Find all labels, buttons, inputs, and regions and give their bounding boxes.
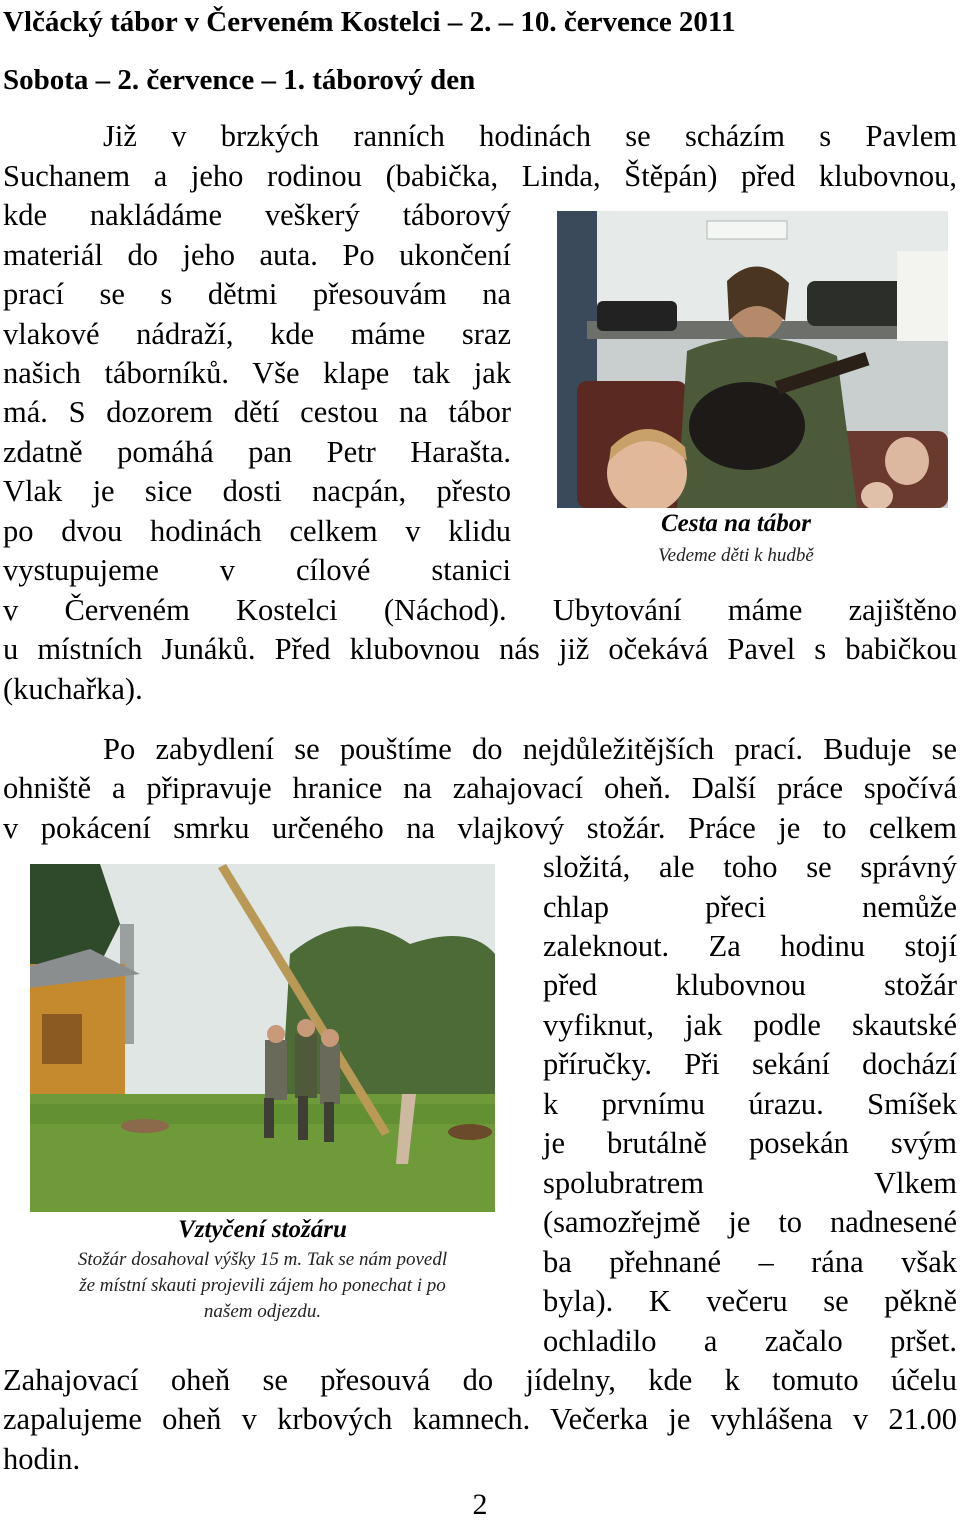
paragraph-line: prací se s dětmi přesouvám na — [3, 277, 511, 311]
paragraph-line: našich táborníků. Vše klape tak jak — [3, 356, 511, 390]
paragraph-line: hodin. — [3, 1442, 81, 1476]
paragraph-line: vystupujeme v cílové stanici — [3, 553, 511, 587]
paragraph-line: po dvou hodinách celkem v klidu — [3, 514, 511, 548]
paragraph-line: chlap přeci nemůže — [543, 890, 957, 924]
paragraph-line: složitá, ale toho se správný — [543, 850, 957, 884]
paragraph-line: zdatně pomáhá pan Petr Harašta. — [3, 435, 511, 469]
page-number: 2 — [472, 1488, 488, 1521]
photo2-caption-line: Stožár dosahoval výšky 15 m. Tak se nám povedl — [77, 1249, 448, 1270]
paragraph-line: Již v brzkých ranních hodinách se scházím s Pavlem — [103, 119, 957, 153]
paragraph-line: u místních Junáků. Před klubovnou nás již očekává Pavel s babičkou — [3, 632, 957, 666]
paragraph-line: Vlak je sice dosti nacpán, přesto — [3, 474, 511, 508]
paragraph-line: Suchanem a jeho rodinou (babička, Linda, Štěpán) před klubovnou, — [3, 159, 957, 193]
paragraph-line: byla). K večeru se pěkně — [543, 1284, 957, 1318]
paragraph-line: je brutálně posekán svým — [543, 1126, 957, 1160]
photo1-caption-title: Cesta na tábor — [660, 510, 812, 537]
paragraph-line: ba přehnané – rána však — [543, 1245, 957, 1279]
paragraph-line: k prvnímu úrazu. Smíšek — [543, 1087, 957, 1121]
photo2-caption-line: našem odjezdu. — [203, 1301, 322, 1322]
paragraph-line: před klubovnou stožár — [543, 968, 957, 1002]
paragraph-line: v pokácení smrku určeného na vlajkový stožár. Práce je to celkem — [3, 811, 957, 845]
paragraph-line: má. S dozorem dětí cestou na tábor — [3, 395, 511, 429]
paragraph-line: vlakové nádraží, kde máme sraz — [3, 317, 511, 351]
paragraph-line: příručky. Při sekání dochází — [543, 1047, 957, 1081]
paragraph-line: materiál do jeho auta. Po ukončení — [3, 238, 511, 272]
paragraph-line: spolubratrem Vlkem — [543, 1166, 957, 1200]
document-title: Vlčácký tábor v Červeném Kostelci – 2. – 10. července 2011 — [3, 6, 736, 38]
paragraph-line: zaleknout. Za hodinu stojí — [543, 929, 957, 963]
train-photo — [557, 211, 948, 508]
paragraph-line: (kuchařka). — [3, 672, 143, 706]
photo2-caption-line: že místní skauti projevili zájem ho ponechat i po — [79, 1275, 446, 1296]
paragraph-line: ochladilo a začalo pršet. — [543, 1324, 957, 1358]
paragraph-line: vyfiknut, jak podle skautské — [543, 1008, 957, 1042]
photo1-caption-subtitle: Vedeme děti k hudbě — [658, 545, 814, 566]
photo2-caption-title: Vztyčení stožáru — [178, 1216, 347, 1243]
paragraph-line: kde nakládáme veškerý táborový — [3, 198, 511, 232]
paragraph-line: Po zabydlení se pouštíme do nejdůležitějších prací. Buduje se — [103, 732, 957, 766]
mast-photo — [30, 864, 495, 1212]
paragraph-line: ohniště a připravuje hranice na zahajovací oheň. Další práce spočívá — [3, 771, 957, 805]
paragraph-line: v Červeném Kostelci (Náchod). Ubytování máme zajištěno — [3, 593, 957, 627]
paragraph-line: Zahajovací oheň se přesouvá do jídelny, kde k tomuto účelu — [3, 1363, 957, 1397]
paragraph-line: zapalujeme oheň v krbových kamnech. Večerka je vyhlášena v 21.00 — [3, 1402, 957, 1436]
day-heading: Sobota – 2. července – 1. táborový den — [3, 64, 476, 96]
paragraph-line: (samozřejmě je to nadnesené — [543, 1205, 957, 1239]
